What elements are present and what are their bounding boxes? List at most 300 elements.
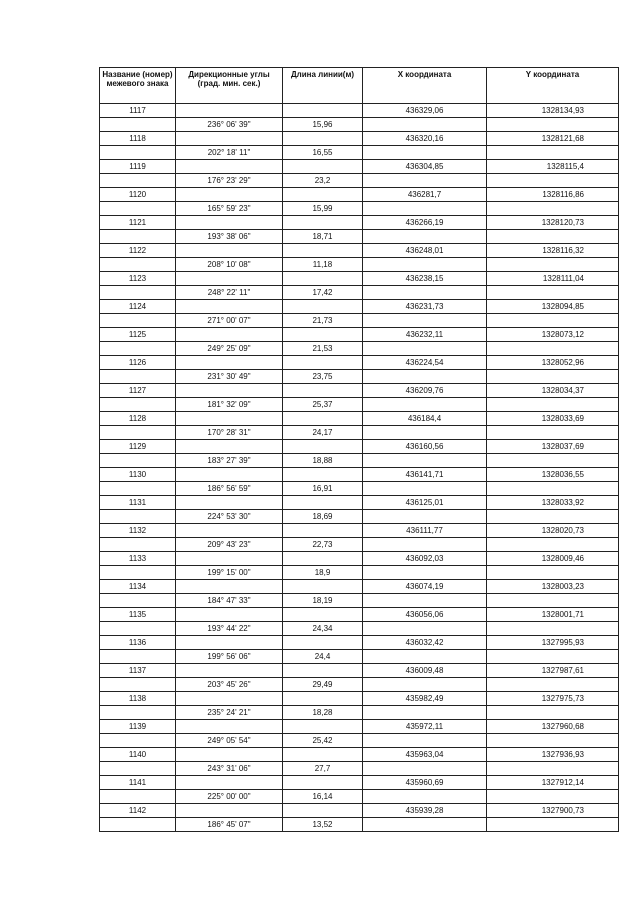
angle-cell-empty [176,496,283,510]
header-marker-name: Название (номер) межевого знака [100,68,176,104]
table-row-segment [100,426,619,440]
marker-name-cell: 1130 [100,468,176,482]
marker-name-cell-empty [100,482,176,496]
y-coordinate-cell-empty [487,230,619,244]
angle-cell-empty [176,692,283,706]
x-coordinate-cell: 435939,28 [363,804,487,818]
table-row-point [100,636,619,650]
y-coordinate-cell: 1327960,68 [487,720,619,734]
marker-name-cell: 1140 [100,748,176,762]
directional-angle-cell: 186° 45' 07" [176,818,283,832]
marker-name-cell: 1129 [100,440,176,454]
x-coordinate-cell: 435972,11 [363,720,487,734]
length-cell-empty [283,384,363,398]
x-coordinate-cell-empty [363,790,487,804]
marker-name-cell-empty [100,622,176,636]
table-row-segment [100,622,619,636]
y-coordinate-cell: 1327987,61 [487,664,619,678]
table-row-segment [100,174,619,188]
x-coordinate-cell-empty [363,706,487,720]
marker-name-cell-empty [100,818,176,832]
angle-cell-empty [176,104,283,118]
y-coordinate-cell: 1328111,04 [487,272,619,286]
marker-name-cell: 1128 [100,412,176,426]
line-length-cell: 25,37 [283,398,363,412]
x-coordinate-cell: 436304,85 [363,160,487,174]
length-cell-empty [283,216,363,230]
table-row-segment [100,202,619,216]
table-row-segment [100,454,619,468]
directional-angle-cell: 199° 56' 06" [176,650,283,664]
y-coordinate-cell: 1327995,93 [487,636,619,650]
table-row-point [100,356,619,370]
angle-cell-empty [176,216,283,230]
y-coordinate-cell-empty [487,790,619,804]
length-cell-empty [283,328,363,342]
x-coordinate-cell-empty [363,314,487,328]
x-coordinate-cell-empty [363,454,487,468]
x-coordinate-cell: 436231,73 [363,300,487,314]
x-coordinate-cell: 436125,01 [363,496,487,510]
table-row-segment [100,314,619,328]
line-length-cell: 23,2 [283,174,363,188]
y-coordinate-cell: 1328020,73 [487,524,619,538]
table-row-point [100,328,619,342]
marker-name-cell-empty [100,370,176,384]
y-coordinate-cell-empty [487,818,619,832]
length-cell-empty [283,300,363,314]
directional-angle-cell: 208° 10' 08" [176,258,283,272]
length-cell-empty [283,496,363,510]
table-row-segment [100,398,619,412]
line-length-cell: 18,88 [283,454,363,468]
directional-angle-cell: 243° 31' 06" [176,762,283,776]
y-coordinate-cell: 1328052,96 [487,356,619,370]
marker-name-cell-empty [100,538,176,552]
y-coordinate-cell-empty [487,342,619,356]
y-coordinate-cell-empty [487,258,619,272]
marker-name-cell: 1121 [100,216,176,230]
marker-name-cell-empty [100,706,176,720]
table-row-segment [100,566,619,580]
x-coordinate-cell: 436074,19 [363,580,487,594]
table-row-point [100,104,619,118]
table-row-point [100,776,619,790]
marker-name-cell-empty [100,594,176,608]
length-cell-empty [283,132,363,146]
line-length-cell: 25,42 [283,734,363,748]
length-cell-empty [283,188,363,202]
directional-angle-cell: 199° 15' 00" [176,566,283,580]
directional-angle-cell: 209° 43' 23" [176,538,283,552]
marker-name-cell: 1138 [100,692,176,706]
y-coordinate-cell: 1328003,23 [487,580,619,594]
marker-name-cell: 1118 [100,132,176,146]
directional-angle-cell: 170° 28' 31" [176,426,283,440]
directional-angle-cell: 236° 06' 39" [176,118,283,132]
x-coordinate-cell: 436224,54 [363,356,487,370]
table-row-point [100,272,619,286]
y-coordinate-cell-empty [487,650,619,664]
table-row-point [100,468,619,482]
marker-name-cell-empty [100,286,176,300]
length-cell-empty [283,608,363,622]
header-directional-angles: Дирекционные углы (град. мин. сек.) [176,68,283,104]
marker-name-cell-empty [100,734,176,748]
y-coordinate-cell-empty [487,370,619,384]
table-header-row [100,68,619,104]
length-cell-empty [283,552,363,566]
length-cell-empty [283,636,363,650]
length-cell-empty [283,356,363,370]
table-row-segment [100,230,619,244]
length-cell-empty [283,664,363,678]
length-cell-empty [283,412,363,426]
table-row-segment [100,734,619,748]
length-cell-empty [283,468,363,482]
table-row-point [100,720,619,734]
x-coordinate-cell-empty [363,622,487,636]
x-coordinate-cell-empty [363,258,487,272]
line-length-cell: 21,53 [283,342,363,356]
angle-cell-empty [176,272,283,286]
y-coordinate-cell-empty [487,706,619,720]
directional-angle-cell: 225° 00' 00" [176,790,283,804]
table-row-point [100,524,619,538]
marker-name-cell-empty [100,314,176,328]
line-length-cell: 22,73 [283,538,363,552]
y-coordinate-cell-empty [487,314,619,328]
directional-angle-cell: 235° 24' 21" [176,706,283,720]
marker-name-cell: 1117 [100,104,176,118]
x-coordinate-cell-empty [363,594,487,608]
y-coordinate-cell: 1328115,4 [487,160,619,174]
marker-name-cell: 1136 [100,636,176,650]
x-coordinate-cell: 436184,4 [363,412,487,426]
marker-name-cell-empty [100,202,176,216]
table-row-segment [100,286,619,300]
marker-name-cell-empty [100,426,176,440]
line-length-cell: 24,4 [283,650,363,664]
x-coordinate-cell-empty [363,734,487,748]
x-coordinate-cell: 436009,48 [363,664,487,678]
table-row-segment [100,482,619,496]
length-cell-empty [283,804,363,818]
angle-cell-empty [176,776,283,790]
marker-name-cell-empty [100,398,176,412]
y-coordinate-cell-empty [487,538,619,552]
x-coordinate-cell-empty [363,538,487,552]
y-coordinate-cell-empty [487,454,619,468]
directional-angle-cell: 193° 38' 06" [176,230,283,244]
angle-cell-empty [176,412,283,426]
x-coordinate-cell: 436032,42 [363,636,487,650]
table-row-point [100,692,619,706]
table-row-point [100,804,619,818]
length-cell-empty [283,580,363,594]
directional-angle-cell: 203° 45' 26" [176,678,283,692]
angle-cell-empty [176,664,283,678]
x-coordinate-cell-empty [363,286,487,300]
x-coordinate-cell-empty [363,118,487,132]
x-coordinate-cell-empty [363,678,487,692]
header-line-length: Длина линии(м) [283,68,363,104]
y-coordinate-cell-empty [487,174,619,188]
y-coordinate-cell: 1328036,55 [487,468,619,482]
y-coordinate-cell: 1328116,32 [487,244,619,258]
marker-name-cell-empty [100,762,176,776]
table-row-segment [100,818,619,832]
marker-name-cell-empty [100,230,176,244]
directional-angle-cell: 248° 22' 11" [176,286,283,300]
directional-angle-cell: 184° 47' 33" [176,594,283,608]
y-coordinate-cell: 1328073,12 [487,328,619,342]
angle-cell-empty [176,468,283,482]
table-row-point [100,160,619,174]
x-coordinate-cell: 436141,71 [363,468,487,482]
marker-name-cell: 1120 [100,188,176,202]
y-coordinate-cell: 1328120,73 [487,216,619,230]
line-length-cell: 13,52 [283,818,363,832]
y-coordinate-cell-empty [487,566,619,580]
x-coordinate-cell: 436320,16 [363,132,487,146]
angle-cell-empty [176,244,283,258]
marker-name-cell-empty [100,678,176,692]
angle-cell-empty [176,580,283,594]
table-row-segment [100,510,619,524]
angle-cell-empty [176,188,283,202]
x-coordinate-cell: 435960,69 [363,776,487,790]
x-coordinate-cell: 436092,03 [363,552,487,566]
table-row-segment [100,594,619,608]
table-row-segment [100,650,619,664]
table-row-point [100,412,619,426]
line-length-cell: 15,96 [283,118,363,132]
table-body [100,104,619,832]
marker-name-cell: 1141 [100,776,176,790]
line-length-cell: 16,91 [283,482,363,496]
x-coordinate-cell: 435982,49 [363,692,487,706]
length-cell-empty [283,748,363,762]
x-coordinate-cell-empty [363,510,487,524]
y-coordinate-cell: 1328116,86 [487,188,619,202]
line-length-cell: 24,34 [283,622,363,636]
angle-cell-empty [176,748,283,762]
marker-name-cell: 1127 [100,384,176,398]
marker-name-cell-empty [100,342,176,356]
marker-name-cell-empty [100,790,176,804]
y-coordinate-cell-empty [487,762,619,776]
y-coordinate-cell: 1328094,85 [487,300,619,314]
marker-name-cell: 1123 [100,272,176,286]
marker-name-cell-empty [100,174,176,188]
directional-angle-cell: 193° 44' 22" [176,622,283,636]
x-coordinate-cell: 436266,19 [363,216,487,230]
y-coordinate-cell: 1328009,46 [487,552,619,566]
line-length-cell: 29,49 [283,678,363,692]
y-coordinate-cell: 1328034,37 [487,384,619,398]
y-coordinate-cell-empty [487,118,619,132]
table-row-segment [100,706,619,720]
header-x-coordinate: X координата [363,68,487,104]
x-coordinate-cell: 436238,15 [363,272,487,286]
y-coordinate-cell: 1328121,68 [487,132,619,146]
marker-name-cell-empty [100,454,176,468]
y-coordinate-cell-empty [487,734,619,748]
marker-name-cell: 1126 [100,356,176,370]
y-coordinate-cell-empty [487,398,619,412]
length-cell-empty [283,244,363,258]
marker-name-cell: 1137 [100,664,176,678]
angle-cell-empty [176,300,283,314]
table-row-segment [100,678,619,692]
marker-name-cell: 1119 [100,160,176,174]
table-row-point [100,132,619,146]
y-coordinate-cell: 1327936,93 [487,748,619,762]
line-length-cell: 23,75 [283,370,363,384]
line-length-cell: 18,19 [283,594,363,608]
angle-cell-empty [176,608,283,622]
x-coordinate-cell-empty [363,398,487,412]
angle-cell-empty [176,132,283,146]
marker-name-cell-empty [100,650,176,664]
x-coordinate-cell: 435963,04 [363,748,487,762]
table-row-point [100,216,619,230]
x-coordinate-cell: 436329,06 [363,104,487,118]
marker-name-cell: 1133 [100,552,176,566]
y-coordinate-cell: 1328033,92 [487,496,619,510]
x-coordinate-cell: 436232,11 [363,328,487,342]
angle-cell-empty [176,552,283,566]
table-row-segment [100,118,619,132]
line-length-cell: 27,7 [283,762,363,776]
table-row-segment [100,342,619,356]
length-cell-empty [283,160,363,174]
x-coordinate-cell: 436209,76 [363,384,487,398]
x-coordinate-cell: 436248,01 [363,244,487,258]
table-row-point [100,440,619,454]
directional-angle-cell: 271° 00' 07" [176,314,283,328]
table-row-point [100,552,619,566]
table-row-point [100,300,619,314]
y-coordinate-cell: 1327900,73 [487,804,619,818]
marker-name-cell: 1132 [100,524,176,538]
header-y-coordinate: Y координата [487,68,619,104]
y-coordinate-cell-empty [487,146,619,160]
line-length-cell: 18,28 [283,706,363,720]
y-coordinate-cell-empty [487,426,619,440]
table-row-segment [100,538,619,552]
angle-cell-empty [176,720,283,734]
angle-cell-empty [176,384,283,398]
y-coordinate-cell-empty [487,482,619,496]
x-coordinate-cell-empty [363,818,487,832]
table-row-segment [100,790,619,804]
line-length-cell: 18,69 [283,510,363,524]
angle-cell-empty [176,160,283,174]
line-length-cell: 15,99 [283,202,363,216]
y-coordinate-cell: 1327975,73 [487,692,619,706]
y-coordinate-cell: 1328001,71 [487,608,619,622]
marker-name-cell-empty [100,566,176,580]
x-coordinate-cell-empty [363,174,487,188]
length-cell-empty [283,720,363,734]
marker-name-cell: 1124 [100,300,176,314]
directional-angle-cell: 183° 27' 39" [176,454,283,468]
x-coordinate-cell-empty [363,230,487,244]
directional-angle-cell: 176° 23' 29" [176,174,283,188]
marker-name-cell-empty [100,146,176,160]
y-coordinate-cell: 1328134,93 [487,104,619,118]
line-length-cell: 16,14 [283,790,363,804]
angle-cell-empty [176,356,283,370]
table-row-segment [100,370,619,384]
length-cell-empty [283,440,363,454]
x-coordinate-cell-empty [363,482,487,496]
marker-name-cell: 1125 [100,328,176,342]
angle-cell-empty [176,328,283,342]
y-coordinate-cell: 1328037,69 [487,440,619,454]
x-coordinate-cell-empty [363,762,487,776]
x-coordinate-cell-empty [363,566,487,580]
x-coordinate-cell: 436056,06 [363,608,487,622]
marker-name-cell: 1131 [100,496,176,510]
line-length-cell: 18,71 [283,230,363,244]
table-row-point [100,748,619,762]
x-coordinate-cell: 436281,7 [363,188,487,202]
marker-name-cell-empty [100,510,176,524]
marker-name-cell: 1134 [100,580,176,594]
x-coordinate-cell: 436160,56 [363,440,487,454]
directional-angle-cell: 186° 56' 59" [176,482,283,496]
table-row-point [100,580,619,594]
length-cell-empty [283,104,363,118]
x-coordinate-cell-empty [363,650,487,664]
x-coordinate-cell-empty [363,426,487,440]
table-row-point [100,664,619,678]
x-coordinate-cell: 436111,77 [363,524,487,538]
marker-name-cell: 1142 [100,804,176,818]
directional-angle-cell: 249° 05' 54" [176,734,283,748]
line-length-cell: 11,18 [283,258,363,272]
marker-name-cell: 1135 [100,608,176,622]
angle-cell-empty [176,636,283,650]
x-coordinate-cell-empty [363,342,487,356]
y-coordinate-cell: 1327912,14 [487,776,619,790]
y-coordinate-cell-empty [487,622,619,636]
table-row-point [100,188,619,202]
marker-name-cell: 1139 [100,720,176,734]
line-length-cell: 17,42 [283,286,363,300]
directional-angle-cell: 202° 18' 11" [176,146,283,160]
directional-angle-cell: 224° 53' 30" [176,510,283,524]
table-row-point [100,496,619,510]
table-row-segment [100,146,619,160]
length-cell-empty [283,272,363,286]
x-coordinate-cell-empty [363,146,487,160]
directional-angle-cell: 231° 30' 49" [176,370,283,384]
table-row-point [100,608,619,622]
directional-angle-cell: 165° 59' 23" [176,202,283,216]
directional-angle-cell: 181° 32' 09" [176,398,283,412]
y-coordinate-cell: 1328033,69 [487,412,619,426]
table-row-segment [100,762,619,776]
y-coordinate-cell-empty [487,678,619,692]
line-length-cell: 18,9 [283,566,363,580]
length-cell-empty [283,776,363,790]
y-coordinate-cell-empty [487,510,619,524]
x-coordinate-cell-empty [363,202,487,216]
